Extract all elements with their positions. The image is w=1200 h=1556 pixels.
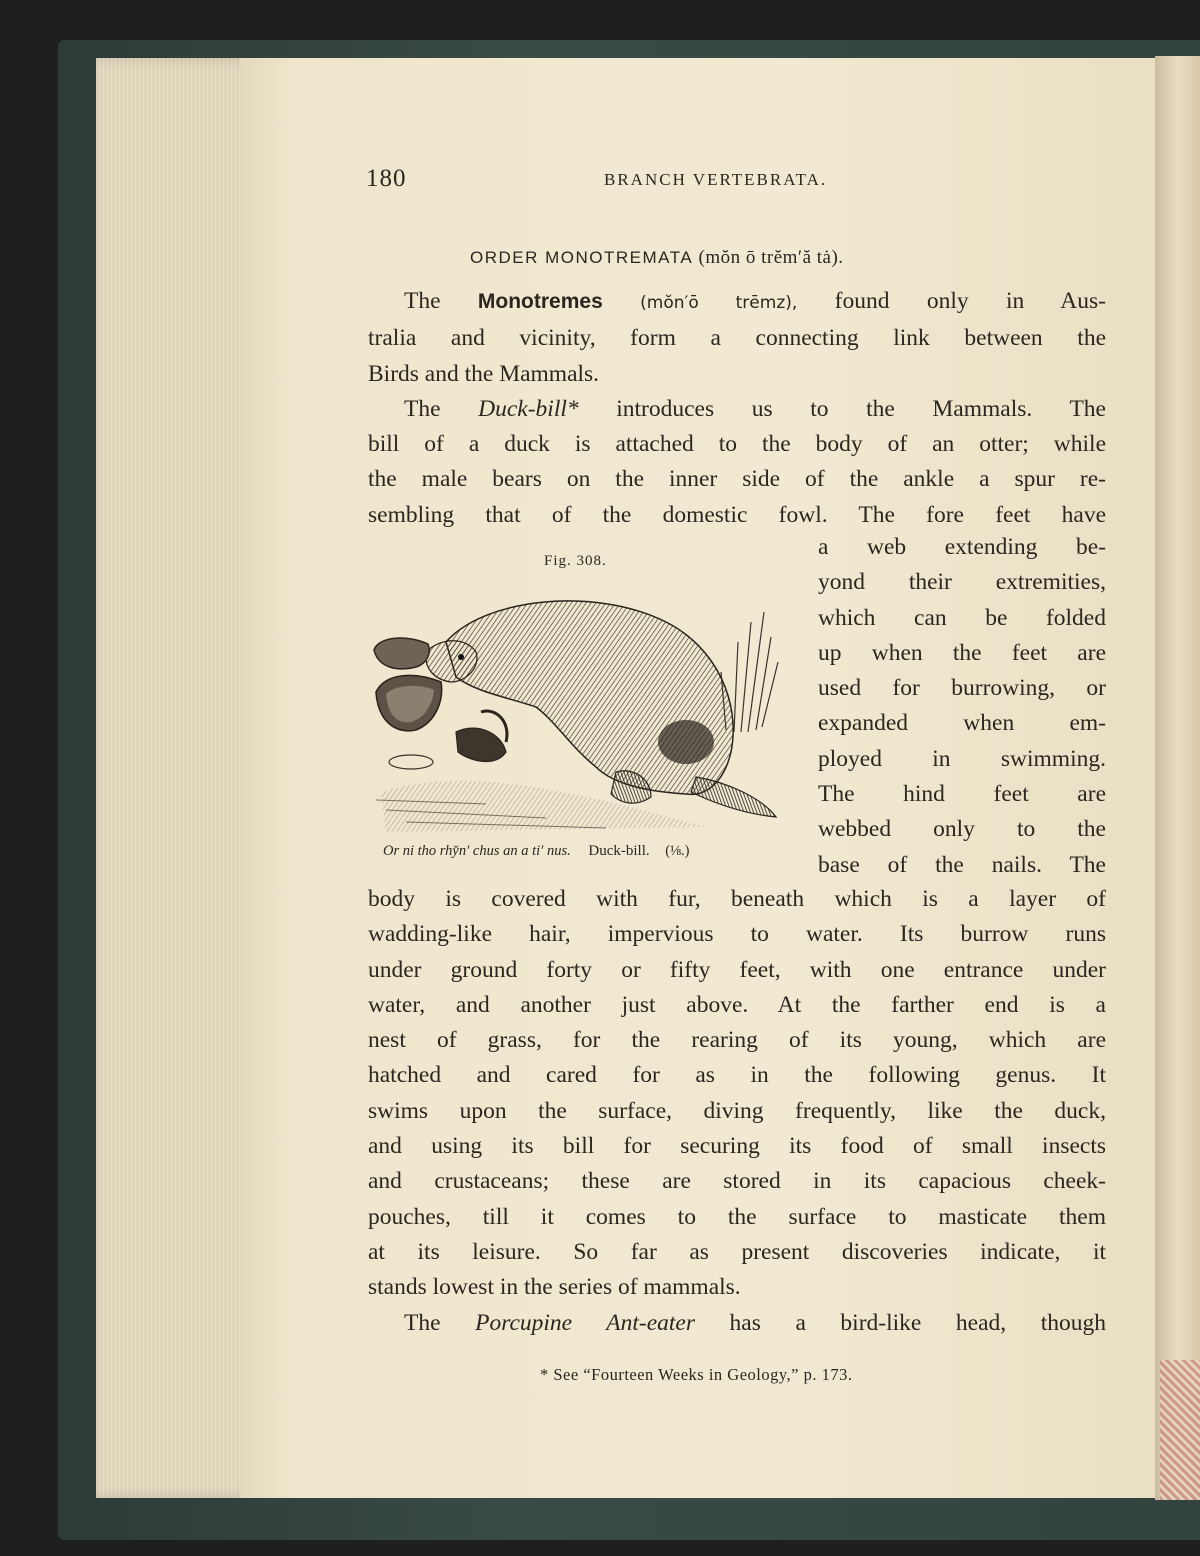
facing-page-edge — [1155, 56, 1200, 1500]
text-line: body is covered with fur, beneath which is a layer of — [368, 886, 1106, 912]
running-title: BRANCH VERTEBRATA. — [604, 170, 828, 189]
text-line: the male bears on the inner side of the ankle a spur re- — [368, 466, 1106, 493]
text-line: Birds and the Mammals. — [368, 360, 600, 387]
text-line: sembling that of the domestic fowl. The fore feet have — [368, 501, 1106, 528]
text-line: pouches, till it comes to the surface to masticate them — [368, 1203, 1106, 1230]
text-line: expanded when em- — [818, 710, 1106, 737]
text-line: The hind feet are — [818, 781, 1106, 808]
text-line: which can be folded — [818, 604, 1106, 631]
term-duck-bill: Duck-bill* — [478, 395, 579, 422]
marbled-edge — [1160, 1360, 1200, 1500]
running-head — [366, 165, 1106, 199]
text-line: The Duck-bill* introduces us to the Mammals. The — [404, 395, 1106, 422]
text-line: swims upon the surface, diving frequently, like the duck, — [368, 1097, 1106, 1124]
caption-scientific-name: Or ni tho rhy̆n′ chus an a ti′ nus. — [383, 843, 571, 859]
figure-caption — [383, 843, 793, 860]
body-text-bottom — [368, 882, 1106, 1341]
text-line: nest of grass, for the rearing of its young, which are — [368, 1027, 1106, 1054]
term-porcupine-ant-eater: Porcupine Ant-eater — [475, 1309, 695, 1336]
text-line: base of the nails. The — [818, 851, 1106, 878]
text-line: up when the feet are — [818, 639, 1106, 666]
text-line: and crustaceans; these are stored in its capacious cheek- — [368, 1168, 1106, 1195]
text-line: yond their extremities, — [818, 569, 1106, 596]
section-heading — [470, 247, 1090, 269]
platypus-illustration — [366, 582, 796, 837]
text-line: water, and another just above. At the farther end is a — [368, 991, 1106, 1018]
body-text-top — [368, 284, 1106, 533]
text-line: stands lowest in the series of mammals. — [368, 1274, 741, 1301]
text-line: The Monotremes (mŏn′ō trēmz), found only in Aus- — [404, 288, 1106, 314]
text-line: ployed in swimming. — [818, 745, 1106, 772]
section-heading-label: ORDER MONOTREMATA — [470, 248, 693, 267]
footnote: * See “Fourteen Weeks in Geology,” p. 173. — [540, 1365, 853, 1384]
text-line: wadding-like hair, impervious to water. Its burrow runs — [368, 921, 1106, 948]
page-edges — [96, 58, 256, 1498]
text-line: at its leisure. So far as present discoveries indicate, it — [368, 1238, 1106, 1265]
text-line: a web extending be- — [818, 534, 1106, 560]
pronunciation: (mŏn′ō trēmz), — [640, 293, 798, 313]
text-line: used for burrowing, or — [818, 675, 1106, 702]
text-line: webbed only to the — [818, 816, 1106, 843]
caption-scale: (⅛.) — [665, 843, 690, 859]
figure-label: Fig. 308. — [544, 553, 607, 569]
text-line: and using its bill for securing its food of small insects — [368, 1133, 1106, 1160]
term-monotremes: Monotremes — [477, 290, 603, 313]
page-number: 180 — [366, 165, 407, 192]
caption-common-name: Duck-bill. — [588, 843, 650, 859]
section-heading-pronunciation: (mŏn ō trĕm′ă tȧ). — [698, 247, 844, 268]
body-text-column — [818, 530, 1106, 883]
text-line: under ground forty or fifty feet, with one entrance under — [368, 956, 1106, 983]
text-line: The Porcupine Ant-eater has a bird-like head, though — [404, 1309, 1106, 1336]
text-line: tralia and vicinity, form a connecting link between the — [368, 325, 1106, 352]
text-line: bill of a duck is attached to the body of an otter; while — [368, 431, 1106, 458]
text-line: hatched and cared for as in the following genus. It — [368, 1062, 1106, 1089]
